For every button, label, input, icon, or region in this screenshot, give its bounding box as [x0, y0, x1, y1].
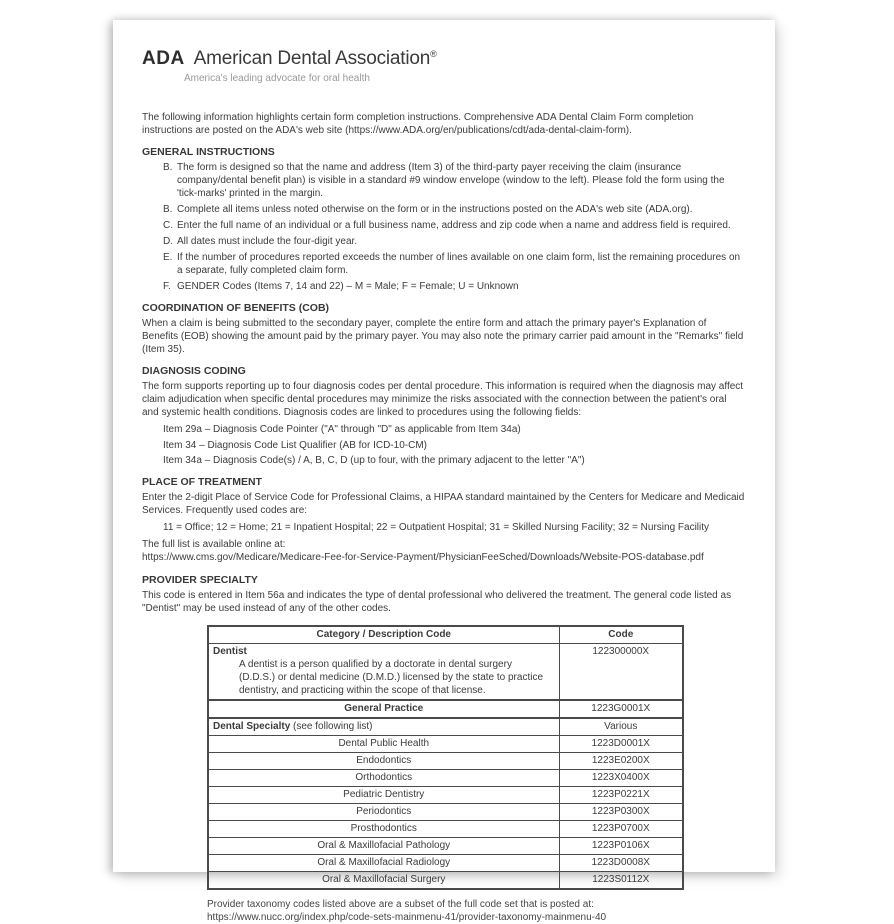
specialty-name: Dental Public Health [208, 736, 559, 753]
list-item-text: Enter the full name of an individual or a full business name, address and zip code when a name and address field is required. [177, 220, 731, 231]
table-row [208, 787, 683, 804]
dental-specialty-suffix: (see following list) [290, 721, 373, 732]
place-paragraph: Enter the 2-digit Place of Service Code for Professional Claims, a HIPAA standard maintained by the Centers for Medicare and Medicaid Services. Frequently used codes are: [142, 492, 745, 516]
specialty-code: 1223E0200X [559, 753, 683, 770]
diagnosis-item: Item 34a – Diagnosis Code(s) / A, B, C, D (up to four, with the primary adjacent to the letter "A") [163, 455, 585, 466]
section-title-general-instructions: GENERAL INSTRUCTIONS [142, 146, 275, 158]
specialty-name: Oral & Maxillofacial Pathology [208, 838, 559, 855]
org-name-text: American Dental Association [193, 48, 431, 69]
specialty-name: Pediatric Dentistry [208, 787, 559, 804]
specialty-code: 1223S0112X [559, 872, 683, 890]
registered-mark: ® [430, 49, 437, 59]
section-title-provider-specialty: PROVIDER SPECIALTY [142, 574, 258, 586]
dental-specialty-name: Dental Specialty [213, 721, 291, 732]
ada-logo: ADA [142, 48, 185, 69]
general-practice-name: General Practice [208, 700, 559, 718]
diagnosis-paragraph: The form supports reporting up to four diagnosis codes per dental procedure. This information is required when the diagnosis may affect claim adjudication when specific dental procedures may minimize the risks associated with the connection between the patient's oral and systemic health conditions. Diagnosis codes are linked to procedures using the following fields: [142, 381, 744, 418]
specialty-code: 1223X0400X [559, 770, 683, 787]
dentist-name: Dentist [213, 646, 247, 657]
column-header-category: Category / Description Code [208, 626, 559, 644]
table-row [208, 753, 683, 770]
footnote-line1: Provider taxonomy codes listed above are a subset of the full code set that is posted at: [207, 899, 594, 910]
specialty-code: 1223P0106X [559, 838, 683, 855]
list-item [163, 203, 745, 216]
table-row [208, 838, 683, 855]
section-title-cob: COORDINATION OF BENEFITS (COB) [142, 302, 330, 314]
table-row-dentist [208, 644, 683, 701]
provider-paragraph: This code is entered in Item 56a and indicates the type of dental professional who delivered the treatment. The general code listed as "Dentist" may be used instead of any of the other codes. [142, 590, 732, 614]
full-list-label: The full list is available online at: [142, 539, 286, 550]
dentist-description: A dentist is a person qualified by a doctorate in dental surgery (D.D.S.) or dental medicine (D.M.D.) licensed by the state to practice dentistry, and practicing within the scope of that license. [239, 659, 544, 696]
full-list-url: https://www.cms.gov/Medicare/Medicare-Fee-for-Service-Payment/PhysicianFeeSched/Downloads/Website-POS-database.pdf [142, 552, 704, 563]
list-item-text: All dates must include the four-digit year. [177, 236, 358, 247]
footnote-line2: https://www.nucc.org/index.php/code-sets-mainmenu-41/provider-taxonomy-mainmenu-40 [207, 912, 607, 923]
table-header-row [208, 626, 683, 644]
dental-specialty-code: Various [559, 718, 683, 736]
specialty-code: 1223P0221X [559, 787, 683, 804]
column-header-code: Code [559, 626, 683, 644]
org-name [194, 48, 437, 70]
specialty-name: Oral & Maxillofacial Surgery [208, 872, 559, 890]
specialty-name: Prosthodontics [208, 821, 559, 838]
general-practice-code: 1223G0001X [559, 700, 683, 718]
brand-header [142, 48, 745, 84]
list-item-label: B. [163, 162, 173, 173]
specialty-code: 1223P0300X [559, 804, 683, 821]
provider-specialty-table [207, 625, 684, 890]
list-item-text: Complete all items unless noted otherwise on the form or in the instructions posted on the ADA's web site (ADA.org). [177, 204, 693, 215]
table-row [208, 736, 683, 753]
list-item [163, 235, 745, 248]
list-item-text: The form is designed so that the name and address (Item 3) of the third-party payer receiving the claim (insurance company/dental benefit plan) is visible in a standard #9 window envelope (window to the left). Please fold the form using the 'tick-marks' printed in the margin. [177, 162, 725, 199]
list-item [163, 280, 745, 293]
list-item-text: If the number of procedures reported exceeds the number of lines available on one claim form, list the remaining procedures on a separate, fully completed claim form. [177, 252, 741, 276]
table-row-general-practice [208, 700, 683, 718]
place-codes-line: 11 = Office; 12 = Home; 21 = Inpatient Hospital; 22 = Outpatient Hospital; 31 = Skilled Nursing Facility; 32 = Nursing Facility [163, 522, 710, 533]
list-item-label: F. [163, 281, 171, 292]
table-row [208, 872, 683, 890]
diagnosis-item: Item 34 – Diagnosis Code List Qualifier (AB for ICD-10-CM) [163, 439, 427, 451]
list-item [163, 161, 745, 200]
list-item [163, 251, 745, 277]
list-item-label: E. [163, 252, 173, 263]
table-row [208, 855, 683, 872]
table-row [208, 770, 683, 787]
specialty-name: Periodontics [208, 804, 559, 821]
specialty-code: 1223P0700X [559, 821, 683, 838]
dentist-cell [208, 644, 559, 701]
specialty-name: Oral & Maxillofacial Radiology [208, 855, 559, 872]
list-item-text: GENDER Codes (Items 7, 14 and 22) – M = Male; F = Female; U = Unknown [177, 281, 519, 292]
list-item-label: B. [163, 204, 173, 215]
section-title-place-of-treatment: PLACE OF TREATMENT [142, 476, 262, 488]
table-row-dental-specialty [208, 718, 683, 736]
list-item-label: D. [163, 236, 173, 247]
list-item-label: C. [163, 220, 173, 231]
section-title-diagnosis-coding: DIAGNOSIS CODING [142, 365, 246, 377]
specialty-code: 1223D0001X [559, 736, 683, 753]
dentist-code: 122300000X [559, 644, 683, 701]
specialty-code: 1223D0008X [559, 855, 683, 872]
brand-tagline: America's leading advocate for oral health [184, 73, 370, 84]
diagnosis-items [142, 423, 745, 467]
dental-specialty-cell [208, 718, 559, 736]
intro-paragraph: The following information highlights certain form completion instructions. Comprehensive ADA Dental Claim Form completion instructions are posted on the ADA's web site (https://www.ADA.org/en/publications/cdt/ada-dental-claim-form). [142, 112, 694, 136]
cob-paragraph: When a claim is being submitted to the secondary payer, complete the entire form and attach the primary payer's Explanation of Benefits (EOB) showing the amount paid by the primary payer. You may also note the primary carrier paid amount in the "Remarks" field (Item 35). [142, 318, 744, 355]
diagnosis-item: Item 29a – Diagnosis Code Pointer ("A" through "D" as applicable from Item 34a) [163, 424, 521, 435]
specialty-name: Orthodontics [208, 770, 559, 787]
table-row [208, 821, 683, 838]
document-page [113, 20, 775, 923]
specialty-name: Endodontics [208, 753, 559, 770]
list-item [163, 219, 745, 232]
general-instructions-list [142, 161, 745, 293]
table-footnote [207, 898, 745, 924]
table-row [208, 804, 683, 821]
